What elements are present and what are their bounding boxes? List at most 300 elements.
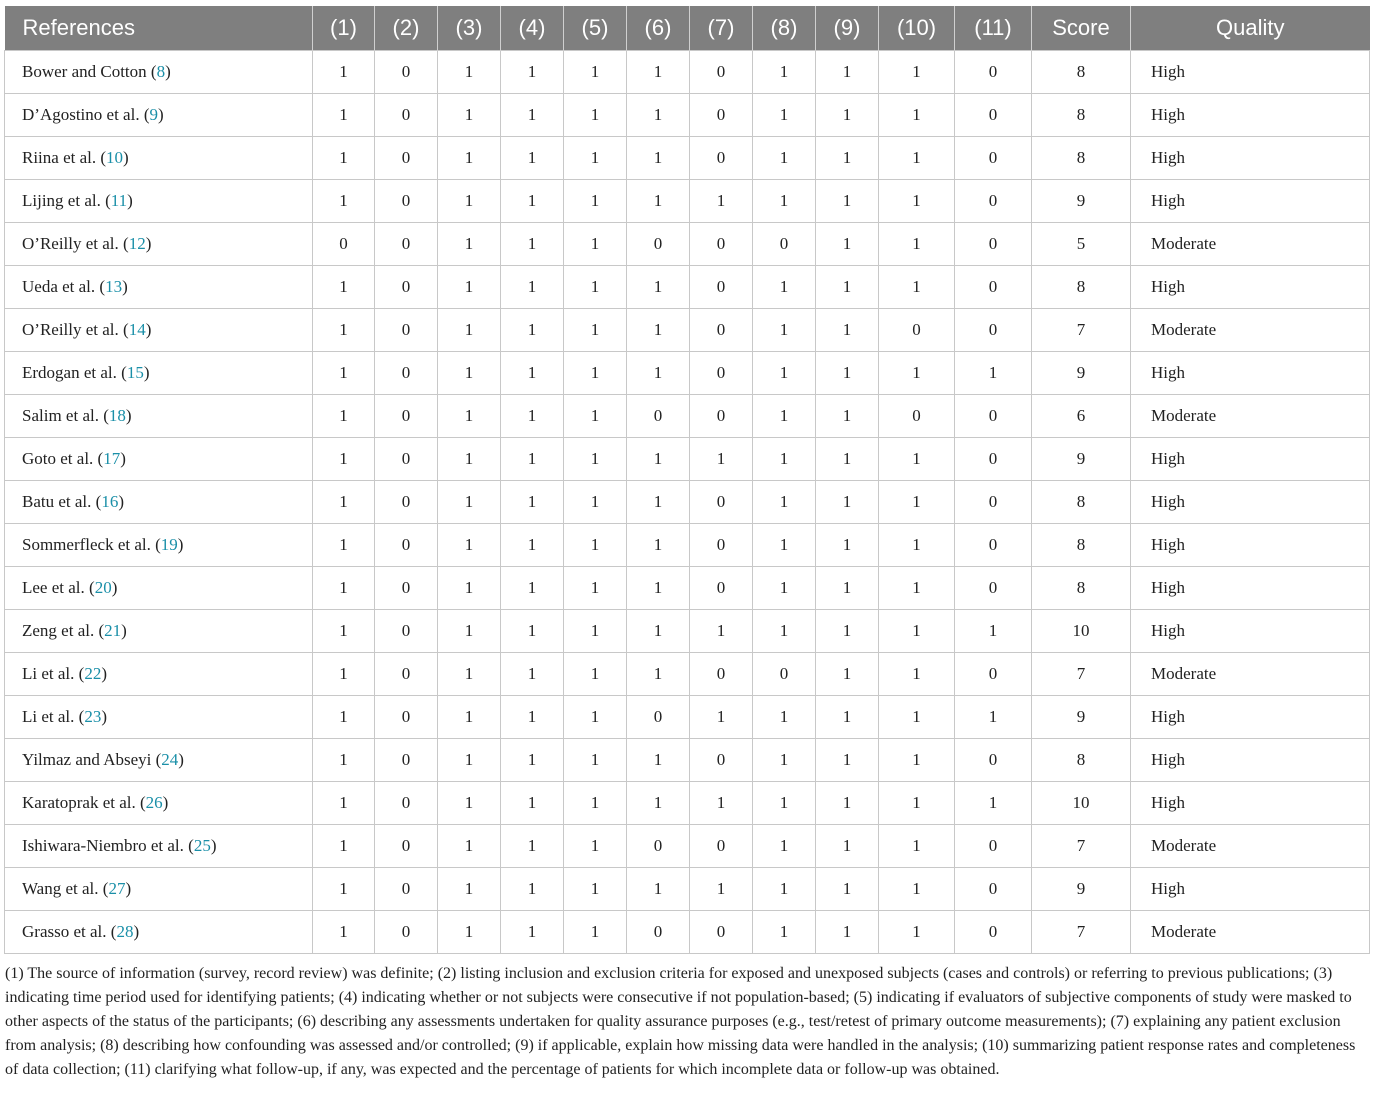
citation-open-paren: ( xyxy=(98,879,109,898)
criterion-cell: 1 xyxy=(753,266,816,309)
criterion-cell: 1 xyxy=(816,739,879,782)
citation-link[interactable]: 21 xyxy=(104,621,122,640)
criterion-cell: 1 xyxy=(816,438,879,481)
criterion-cell: 1 xyxy=(313,481,375,524)
criterion-cell: 1 xyxy=(313,438,375,481)
citation-close-paren: ) xyxy=(121,621,127,640)
table-row xyxy=(5,782,1370,825)
reference-name: Zeng et al. xyxy=(22,621,95,640)
score-cell: 9 xyxy=(1032,868,1131,911)
citation-close-paren: ) xyxy=(125,406,132,425)
criterion-cell: 1 xyxy=(879,438,955,481)
criterion-cell: 0 xyxy=(690,352,753,395)
score-cell: 7 xyxy=(1032,309,1131,352)
criterion-cell: 1 xyxy=(816,782,879,825)
table-row xyxy=(5,438,1370,481)
score-cell: 7 xyxy=(1032,825,1131,868)
table-row xyxy=(5,524,1370,567)
criterion-cell: 1 xyxy=(564,610,627,653)
citation-open-paren: ( xyxy=(94,621,105,640)
quality-cell: Moderate xyxy=(1131,395,1370,438)
criterion-cell: 1 xyxy=(816,610,879,653)
criterion-cell: 1 xyxy=(690,696,753,739)
criterion-cell: 0 xyxy=(690,739,753,782)
criterion-cell: 1 xyxy=(627,610,690,653)
quality-assessment-document xyxy=(4,6,1369,1082)
citation-close-paren: ) xyxy=(122,277,128,296)
citation-close-paren: ) xyxy=(123,148,129,167)
citation-link[interactable]: 19 xyxy=(160,535,178,554)
criterion-cell: 1 xyxy=(501,395,564,438)
criterion-cell: 0 xyxy=(955,481,1032,524)
criterion-cell: 1 xyxy=(564,739,627,782)
criterion-cell: 1 xyxy=(879,610,955,653)
citation-open-paren: ( xyxy=(106,922,117,941)
reference-cell xyxy=(5,395,313,438)
criterion-cell: 0 xyxy=(627,223,690,266)
criterion-cell: 1 xyxy=(564,51,627,94)
column-header-criterion: (2) xyxy=(375,6,438,51)
reference-cell xyxy=(5,610,313,653)
criterion-cell: 1 xyxy=(313,739,375,782)
table-row xyxy=(5,696,1370,739)
criterion-cell: 1 xyxy=(438,782,501,825)
criterion-cell: 1 xyxy=(438,137,501,180)
criterion-cell: 0 xyxy=(955,739,1032,782)
citation-open-paren: ( xyxy=(146,62,157,81)
criterion-cell: 1 xyxy=(564,653,627,696)
reference-cell xyxy=(5,567,313,610)
reference-cell xyxy=(5,180,313,223)
criterion-cell: 1 xyxy=(501,438,564,481)
citation-link[interactable]: 10 xyxy=(106,148,124,167)
citation-close-paren: ) xyxy=(145,320,152,339)
criterion-cell: 0 xyxy=(955,180,1032,223)
criterion-cell: 1 xyxy=(501,696,564,739)
criterion-cell: 0 xyxy=(753,653,816,696)
criterion-cell: 1 xyxy=(816,180,879,223)
reference-cell xyxy=(5,868,313,911)
criterion-cell: 1 xyxy=(313,567,375,610)
criterion-cell: 1 xyxy=(879,51,955,94)
citation-close-paren: ) xyxy=(145,234,152,253)
table-body xyxy=(5,51,1370,954)
quality-cell: High xyxy=(1131,180,1370,223)
reference-name: D’Agostino et al. xyxy=(22,105,140,124)
score-cell: 7 xyxy=(1032,653,1131,696)
criterion-cell: 1 xyxy=(753,137,816,180)
criterion-cell: 0 xyxy=(690,137,753,180)
criterion-cell: 1 xyxy=(564,395,627,438)
criterion-cell: 1 xyxy=(564,868,627,911)
reference-name: Ishiwara-Niembro et al. xyxy=(22,836,184,855)
criterion-cell: 1 xyxy=(879,223,955,266)
criterion-cell: 1 xyxy=(816,524,879,567)
reference-name: Salim et al. xyxy=(22,406,99,425)
citation-close-paren: ) xyxy=(101,664,107,683)
criterion-cell: 1 xyxy=(501,352,564,395)
column-header-criterion: (10) xyxy=(879,6,955,51)
table-row xyxy=(5,653,1370,696)
criterion-cell: 0 xyxy=(955,309,1032,352)
criterion-cell: 0 xyxy=(375,94,438,137)
reference-name: Grasso et al. xyxy=(22,922,107,941)
criterion-cell: 0 xyxy=(690,567,753,610)
criterion-cell: 0 xyxy=(955,524,1032,567)
criterion-cell: 0 xyxy=(375,51,438,94)
citation-link[interactable]: 18 xyxy=(108,406,126,425)
criterion-cell: 1 xyxy=(501,825,564,868)
citation-close-paren: ) xyxy=(133,922,140,941)
citation-link[interactable]: 22 xyxy=(84,664,102,683)
citation-link[interactable]: 27 xyxy=(108,879,126,898)
score-cell: 8 xyxy=(1032,94,1131,137)
citation-open-paren: ( xyxy=(93,449,104,468)
quality-cell: High xyxy=(1131,94,1370,137)
criterion-cell: 1 xyxy=(879,94,955,137)
criterion-cell: 1 xyxy=(313,352,375,395)
criterion-cell: 1 xyxy=(313,696,375,739)
criterion-cell: 0 xyxy=(955,911,1032,954)
criterion-cell: 1 xyxy=(753,782,816,825)
criterion-cell: 0 xyxy=(690,223,753,266)
criterion-cell: 0 xyxy=(375,137,438,180)
reference-name: Lee et al. xyxy=(22,578,85,597)
criterion-cell: 0 xyxy=(375,567,438,610)
table-row xyxy=(5,481,1370,524)
criterion-cell: 1 xyxy=(753,51,816,94)
quality-cell: Moderate xyxy=(1131,911,1370,954)
citation-open-paren: ( xyxy=(139,105,150,124)
criterion-cell: 1 xyxy=(438,653,501,696)
column-header-criterion: (9) xyxy=(816,6,879,51)
criterion-cell: 1 xyxy=(438,868,501,911)
reference-name: Bower and Cotton xyxy=(22,62,147,81)
criterion-cell: 1 xyxy=(753,567,816,610)
criterion-cell: 1 xyxy=(438,395,501,438)
reference-cell xyxy=(5,352,313,395)
criterion-cell: 1 xyxy=(501,782,564,825)
quality-cell: High xyxy=(1131,524,1370,567)
criterion-cell: 0 xyxy=(690,653,753,696)
column-header-score: Score xyxy=(1032,6,1131,51)
criterion-cell: 1 xyxy=(879,266,955,309)
table-row xyxy=(5,180,1370,223)
criterion-cell: 0 xyxy=(955,266,1032,309)
reference-name: Karatoprak et al. xyxy=(22,793,136,812)
citation-open-paren: ( xyxy=(183,836,194,855)
criterion-cell: 0 xyxy=(955,94,1032,137)
criterion-cell: 0 xyxy=(375,782,438,825)
criterion-cell: 1 xyxy=(564,137,627,180)
criterion-cell: 1 xyxy=(564,180,627,223)
column-header-criterion: (8) xyxy=(753,6,816,51)
citation-link[interactable]: 9 xyxy=(149,105,158,124)
criterion-cell: 1 xyxy=(627,782,690,825)
criterion-cell: 1 xyxy=(879,825,955,868)
criterion-cell: 1 xyxy=(501,51,564,94)
citation-close-paren: ) xyxy=(111,578,118,597)
criterion-cell: 0 xyxy=(955,868,1032,911)
citation-link[interactable]: 12 xyxy=(128,234,146,253)
reference-name: Ueda et al. xyxy=(22,277,96,296)
criterion-cell: 1 xyxy=(816,653,879,696)
criterion-cell: 1 xyxy=(501,868,564,911)
quality-assessment-table xyxy=(4,6,1370,954)
citation-link[interactable]: 13 xyxy=(105,277,123,296)
table-row xyxy=(5,94,1370,137)
criterion-cell: 0 xyxy=(375,911,438,954)
column-header-criterion: (11) xyxy=(955,6,1032,51)
citation-link[interactable]: 28 xyxy=(116,922,134,941)
citation-link[interactable]: 25 xyxy=(193,836,211,855)
criterion-cell: 1 xyxy=(955,610,1032,653)
criterion-cell: 1 xyxy=(955,352,1032,395)
criterion-cell: 1 xyxy=(564,782,627,825)
criterion-cell: 1 xyxy=(313,610,375,653)
criterion-cell: 1 xyxy=(438,610,501,653)
column-header-criterion: (5) xyxy=(564,6,627,51)
criterion-cell: 0 xyxy=(690,309,753,352)
citation-close-paren: ) xyxy=(120,449,126,468)
table-header-row xyxy=(5,6,1370,51)
criterion-cell: 1 xyxy=(816,94,879,137)
criterion-cell: 1 xyxy=(627,438,690,481)
criterion-cell: 1 xyxy=(955,696,1032,739)
criterion-cell: 1 xyxy=(313,868,375,911)
citation-close-paren: ) xyxy=(143,363,150,382)
citation-link[interactable]: 15 xyxy=(126,363,144,382)
table-row xyxy=(5,352,1370,395)
citation-close-paren: ) xyxy=(118,492,124,511)
reference-cell xyxy=(5,739,313,782)
score-cell: 8 xyxy=(1032,266,1131,309)
criterion-cell: 1 xyxy=(501,309,564,352)
citation-link[interactable]: 14 xyxy=(128,320,146,339)
citation-link[interactable]: 26 xyxy=(145,793,163,812)
criterion-cell: 0 xyxy=(375,739,438,782)
reference-name: Li et al. xyxy=(22,664,75,683)
reference-name: Li et al. xyxy=(22,707,75,726)
table-row xyxy=(5,137,1370,180)
criterion-cell: 1 xyxy=(438,825,501,868)
criterion-cell: 1 xyxy=(753,395,816,438)
criterion-cell: 1 xyxy=(313,266,375,309)
criterion-cell: 1 xyxy=(438,352,501,395)
reference-name: Erdogan et al. xyxy=(22,363,117,382)
citation-open-paren: ( xyxy=(116,363,127,382)
criterion-cell: 1 xyxy=(627,94,690,137)
column-header-criterion: (3) xyxy=(438,6,501,51)
quality-cell: High xyxy=(1131,739,1370,782)
criterion-cell: 0 xyxy=(375,696,438,739)
citation-open-paren: ( xyxy=(151,750,162,769)
reference-cell xyxy=(5,696,313,739)
criterion-cell: 1 xyxy=(627,180,690,223)
citation-link[interactable]: 8 xyxy=(156,62,166,81)
citation-link[interactable]: 24 xyxy=(161,750,179,769)
reference-cell xyxy=(5,825,313,868)
criterion-cell: 1 xyxy=(564,911,627,954)
reference-cell xyxy=(5,223,313,266)
criterion-cell: 1 xyxy=(690,438,753,481)
criterion-cell: 1 xyxy=(816,567,879,610)
criterion-cell: 0 xyxy=(313,223,375,266)
table-row xyxy=(5,868,1370,911)
criterion-cell: 1 xyxy=(753,825,816,868)
score-cell: 9 xyxy=(1032,696,1131,739)
citation-close-paren: ) xyxy=(165,62,171,81)
criterion-cell: 0 xyxy=(375,610,438,653)
table-row xyxy=(5,739,1370,782)
criterion-cell: 1 xyxy=(438,911,501,954)
citation-link[interactable]: 23 xyxy=(84,707,102,726)
reference-cell xyxy=(5,137,313,180)
criterion-cell: 0 xyxy=(375,524,438,567)
citation-open-paren: ( xyxy=(74,707,85,726)
quality-cell: High xyxy=(1131,352,1370,395)
citation-link[interactable]: 16 xyxy=(101,492,119,511)
table-row xyxy=(5,911,1370,954)
criterion-cell: 0 xyxy=(690,94,753,137)
criterion-cell: 0 xyxy=(375,481,438,524)
column-header-criterion: (7) xyxy=(690,6,753,51)
criterion-cell: 1 xyxy=(564,266,627,309)
quality-cell: High xyxy=(1131,782,1370,825)
criterion-cell: 1 xyxy=(438,567,501,610)
criterion-cell: 1 xyxy=(879,567,955,610)
criterion-cell: 1 xyxy=(564,481,627,524)
quality-cell: High xyxy=(1131,696,1370,739)
criterion-cell: 0 xyxy=(955,567,1032,610)
score-cell: 9 xyxy=(1032,352,1131,395)
column-header-criterion: (4) xyxy=(501,6,564,51)
criterion-cell: 1 xyxy=(816,352,879,395)
score-cell: 8 xyxy=(1032,567,1131,610)
citation-close-paren: ) xyxy=(125,879,132,898)
criterion-cell: 1 xyxy=(690,610,753,653)
criterion-cell: 0 xyxy=(375,309,438,352)
criterion-cell: 0 xyxy=(690,395,753,438)
criterion-cell: 1 xyxy=(879,653,955,696)
criterion-cell: 1 xyxy=(879,696,955,739)
reference-cell xyxy=(5,653,313,696)
criterion-cell: 1 xyxy=(879,352,955,395)
score-cell: 9 xyxy=(1032,438,1131,481)
reference-cell xyxy=(5,51,313,94)
citation-close-paren: ) xyxy=(158,105,164,124)
criterion-cell: 0 xyxy=(375,395,438,438)
criterion-cell: 1 xyxy=(501,137,564,180)
citation-link[interactable]: 20 xyxy=(94,578,112,597)
quality-cell: High xyxy=(1131,481,1370,524)
criterion-cell: 1 xyxy=(753,94,816,137)
citation-close-paren: ) xyxy=(177,535,184,554)
criterion-cell: 1 xyxy=(627,137,690,180)
criterion-cell: 0 xyxy=(375,868,438,911)
citation-open-paren: ( xyxy=(91,492,102,511)
quality-cell: High xyxy=(1131,438,1370,481)
criterion-cell: 1 xyxy=(816,223,879,266)
reference-name: O’Reilly et al. xyxy=(22,320,119,339)
criterion-cell: 1 xyxy=(627,309,690,352)
criterion-cell: 1 xyxy=(501,524,564,567)
criterion-cell: 1 xyxy=(690,180,753,223)
criterion-cell: 1 xyxy=(501,610,564,653)
reference-cell xyxy=(5,524,313,567)
criterion-cell: 1 xyxy=(438,309,501,352)
reference-name: O’Reilly et al. xyxy=(22,234,119,253)
criterion-cell: 1 xyxy=(438,266,501,309)
criterion-cell: 1 xyxy=(879,137,955,180)
quality-cell: Moderate xyxy=(1131,309,1370,352)
quality-cell: High xyxy=(1131,868,1370,911)
criterion-cell: 1 xyxy=(753,911,816,954)
criterion-cell: 1 xyxy=(753,696,816,739)
score-cell: 7 xyxy=(1032,911,1131,954)
criterion-cell: 0 xyxy=(879,309,955,352)
citation-open-paren: ( xyxy=(100,191,111,210)
criterion-cell: 1 xyxy=(313,137,375,180)
citation-open-paren: ( xyxy=(74,664,85,683)
column-header-criterion: (6) xyxy=(627,6,690,51)
criterion-cell: 1 xyxy=(564,825,627,868)
criterion-cell: 1 xyxy=(816,51,879,94)
criterion-cell: 0 xyxy=(375,223,438,266)
criterion-cell: 1 xyxy=(753,309,816,352)
citation-close-paren: ) xyxy=(127,191,133,210)
citation-link[interactable]: 17 xyxy=(103,449,121,468)
reference-name: Yilmaz and Abseyi xyxy=(22,750,152,769)
criterion-cell: 1 xyxy=(816,137,879,180)
criterion-cell: 1 xyxy=(627,352,690,395)
criterion-cell: 1 xyxy=(816,825,879,868)
criterion-cell: 1 xyxy=(564,352,627,395)
criterion-cell: 1 xyxy=(753,352,816,395)
criterion-cell: 0 xyxy=(375,266,438,309)
criterion-cell: 1 xyxy=(313,653,375,696)
reference-cell xyxy=(5,481,313,524)
criterion-cell: 1 xyxy=(753,438,816,481)
criterion-cell: 1 xyxy=(501,180,564,223)
criterion-cell: 0 xyxy=(955,825,1032,868)
score-cell: 8 xyxy=(1032,137,1131,180)
reference-name: Sommerfleck et al. xyxy=(22,535,151,554)
reference-cell xyxy=(5,94,313,137)
criterion-cell: 0 xyxy=(955,223,1032,266)
table-row xyxy=(5,825,1370,868)
quality-cell: Moderate xyxy=(1131,653,1370,696)
citation-link[interactable]: 11 xyxy=(110,191,128,210)
criterion-cell: 0 xyxy=(690,51,753,94)
criterion-cell: 0 xyxy=(690,266,753,309)
criterion-cell: 1 xyxy=(438,180,501,223)
criterion-cell: 1 xyxy=(438,524,501,567)
criterion-cell: 0 xyxy=(955,137,1032,180)
criterion-cell: 1 xyxy=(753,481,816,524)
criterion-cell: 1 xyxy=(627,51,690,94)
table-row xyxy=(5,51,1370,94)
criterion-cell: 1 xyxy=(816,868,879,911)
table-row xyxy=(5,395,1370,438)
criterion-cell: 0 xyxy=(955,395,1032,438)
citation-close-paren: ) xyxy=(101,707,107,726)
criterion-cell: 1 xyxy=(627,524,690,567)
criterion-cell: 1 xyxy=(627,481,690,524)
criterion-cell: 1 xyxy=(690,868,753,911)
score-cell: 8 xyxy=(1032,524,1131,567)
criterion-cell: 1 xyxy=(753,524,816,567)
